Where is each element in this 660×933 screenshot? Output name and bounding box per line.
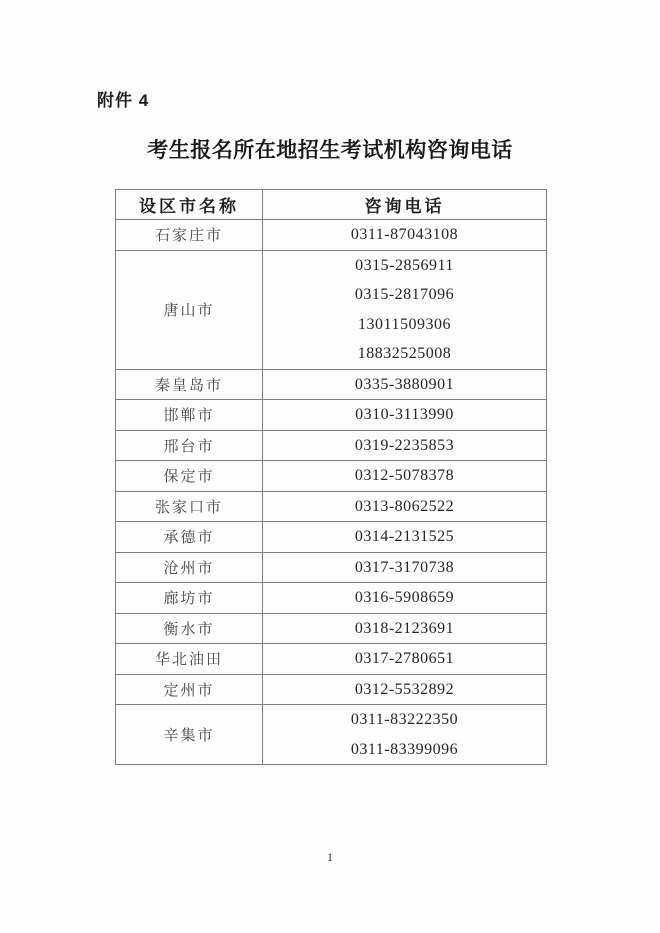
phone-number: 0311-87043108: [350, 226, 459, 243]
table-row: [116, 522, 547, 553]
table-row: [116, 613, 547, 644]
phone-cell: [263, 583, 547, 614]
phone-cell: [263, 674, 547, 705]
city-cell: 秦皇岛市: [116, 369, 263, 400]
phone-cell: [263, 644, 547, 675]
phone-number: 0319-2235853: [354, 436, 455, 454]
table-row: [116, 369, 547, 400]
table-row: [116, 220, 547, 251]
table-row: [116, 400, 547, 431]
city-cell: 邯郸市: [116, 400, 263, 431]
phone-table: [115, 189, 547, 765]
phone-cell: [263, 220, 547, 251]
phone-cell: [263, 400, 547, 431]
table-row: [116, 552, 547, 583]
phone-cell: [263, 430, 547, 461]
phone-number: 0310-3113990: [355, 406, 454, 423]
table-row: [116, 250, 547, 369]
city-cell: 沧州市: [116, 552, 263, 583]
attachment-label: 附件 4: [97, 91, 150, 110]
city-cell: 邢台市: [116, 430, 263, 461]
phone-number: 18832525008: [357, 345, 452, 362]
table-row: [116, 583, 547, 614]
phone-number: 0315-2856911: [355, 256, 454, 274]
phone-number: 0318-2123691: [354, 619, 455, 637]
city-cell: 华北油田: [116, 644, 263, 675]
column-header-phone: 咨询电话: [263, 190, 547, 220]
table-row: [116, 430, 547, 461]
city-cell: 保定市: [116, 461, 263, 492]
phone-number: 0312-5532892: [354, 680, 455, 698]
phone-cell: [263, 552, 547, 583]
phone-cell: [263, 705, 547, 765]
phone-cell: [263, 613, 547, 644]
city-cell: 定州市: [116, 674, 263, 705]
page-number: 1: [327, 850, 333, 864]
city-cell: 衡水市: [116, 613, 263, 644]
phone-number: 0314-2131525: [354, 528, 455, 545]
city-cell: 承德市: [116, 522, 263, 553]
phone-cell: [263, 369, 547, 400]
table-row: [116, 461, 547, 492]
phone-cell: [263, 250, 547, 369]
table-row: [116, 644, 547, 675]
city-cell: 石家庄市: [116, 220, 263, 251]
phone-number: 0317-3170738: [354, 558, 455, 576]
phone-number: 0311-83399096: [350, 740, 459, 758]
page-title: 考生报名所在地招生考试机构咨询电话: [147, 139, 513, 162]
phone-cell: [263, 491, 547, 522]
phone-number: 0335-3880901: [354, 375, 455, 393]
phone-number: 13011509306: [358, 315, 451, 333]
phone-number: 0315-2817096: [354, 286, 455, 303]
phone-number: 0317-2780651: [354, 650, 455, 667]
city-cell: 辛集市: [116, 705, 263, 765]
city-cell: 张家口市: [116, 491, 263, 522]
phone-cell: [263, 522, 547, 553]
city-cell: 廊坊市: [116, 583, 263, 614]
city-cell: 唐山市: [116, 250, 263, 369]
phone-number: 0316-5908659: [354, 589, 455, 606]
column-header-city: 设区市名称: [116, 190, 263, 220]
phone-number: 0313-8062522: [354, 497, 455, 515]
table-row: [116, 491, 547, 522]
table-row: [116, 705, 547, 765]
phone-number: 0312-5078378: [354, 467, 455, 484]
table-row: [116, 674, 547, 705]
phone-number: 0311-83222350: [350, 711, 459, 728]
phone-cell: [263, 461, 547, 492]
table-header-row: [116, 190, 547, 220]
